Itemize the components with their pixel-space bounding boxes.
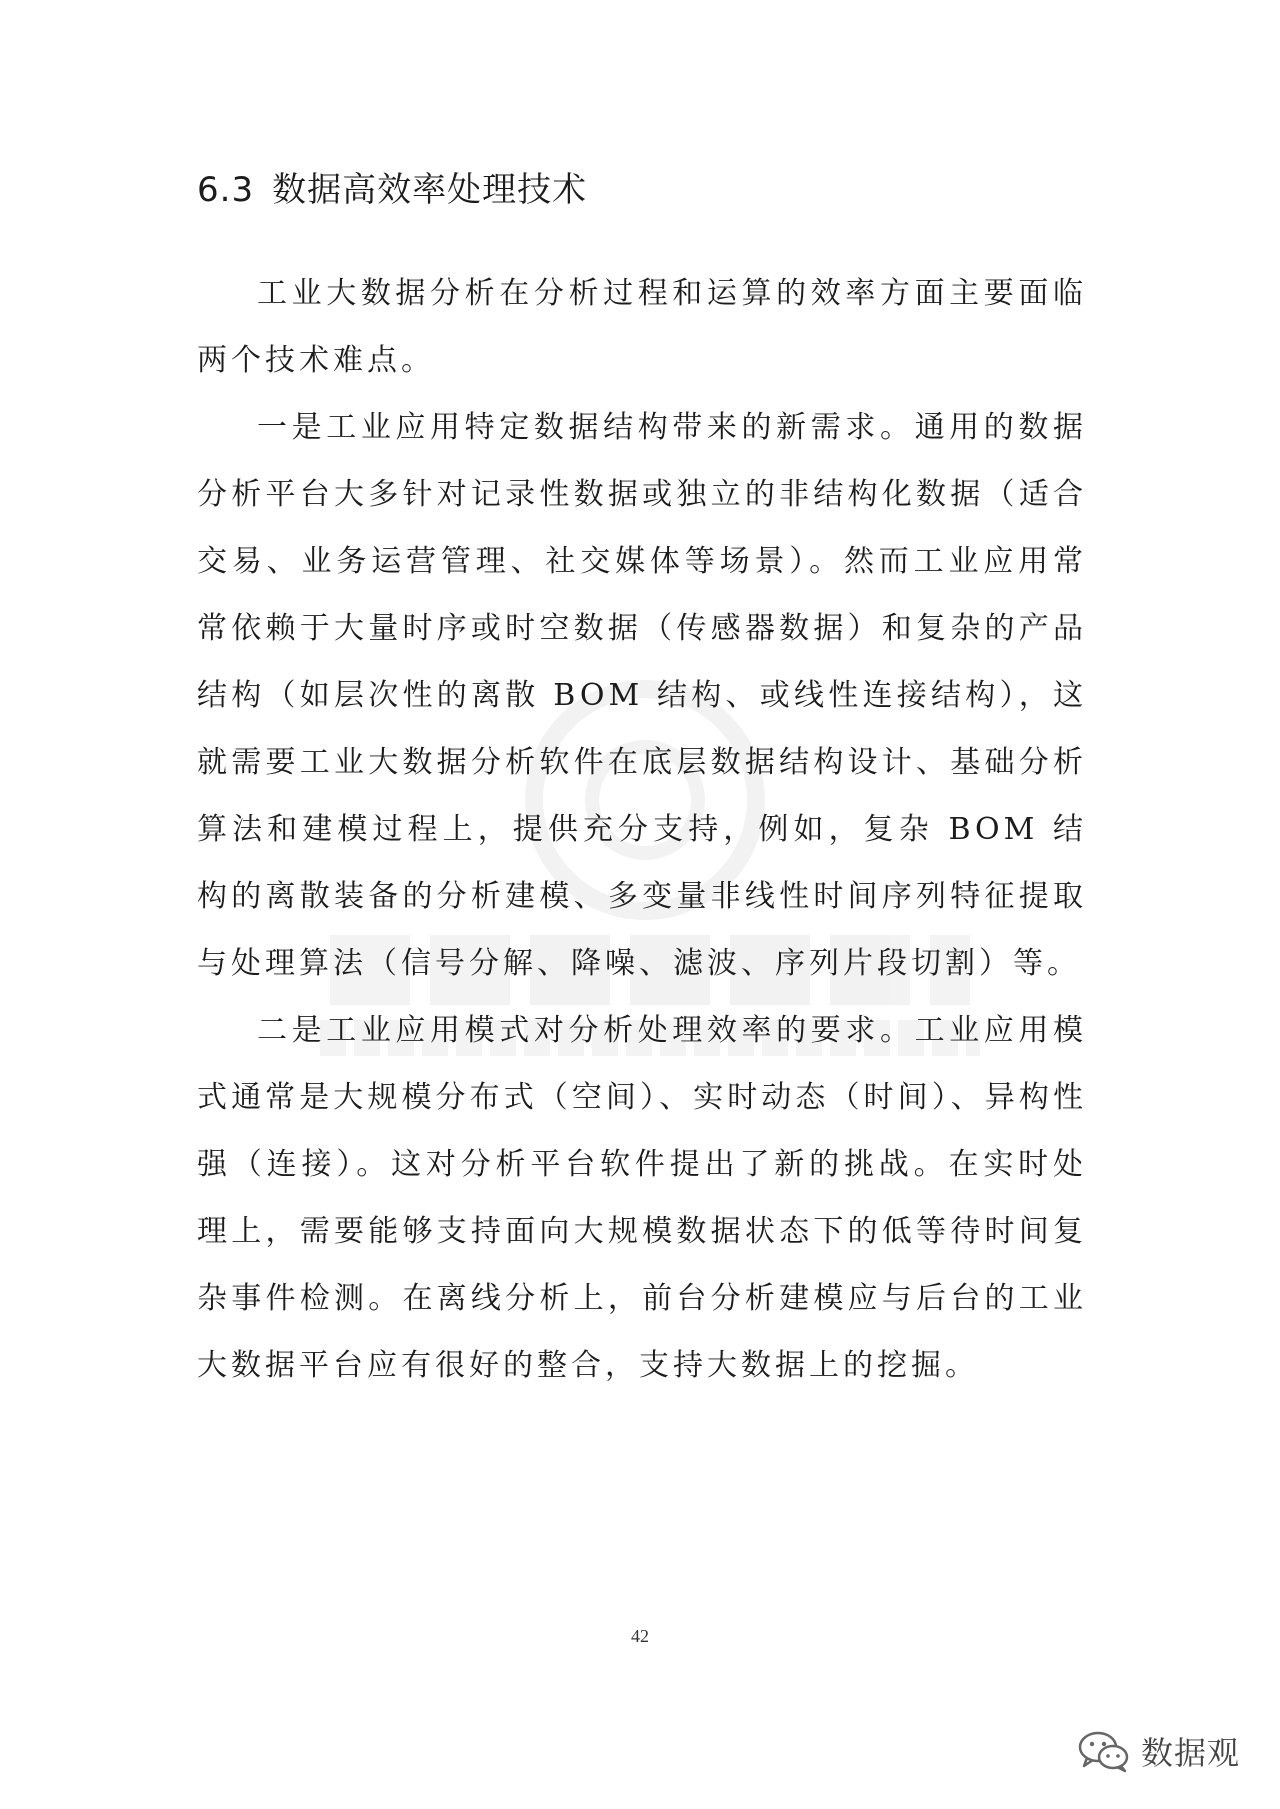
brand-name: 数据观 [1140, 1734, 1240, 1772]
page-number: 42 [631, 1626, 649, 1646]
section-heading [197, 162, 587, 211]
brand-watermark [1077, 1728, 1240, 1774]
paragraph-second-difficulty: 二是工业应用模式对分析处理效率的要求。工业应用模式通常是大规模分布式（空间）、实时动态（时间）、异构性强（连接）。这对分析平台软件提出了新的挑战。在实时处理上，需要能够支持面向大规模数据状态下的低等待时间复杂事件检测。在离线分析上，前台分析建模应与后台的工业大数据平台应有很好的整合，支持大数据上的挖掘。 [197, 1013, 1087, 1383]
body-text [197, 260, 1087, 1399]
paragraph-intro: 工业大数据分析在分析过程和运算的效率方面主要面临两个技术难点。 [197, 276, 1087, 378]
paragraph-first-difficulty: 一是工业应用特定数据结构带来的新需求。通用的数据分析平台大多针对记录性数据或独立的非结构化数据（适合交易、业务运营管理、社交媒体等场景）。然而工业应用常常依赖于大量时序或时空数据（传感器数据）和复杂的产品结构（如层次性的离散 BOM 结构、或线性连接结构），这就需要工业大数据分析软件在底层数据结构设计、基础分析算法和建模过程上，提供充分支持，例如，复杂 BOM 结构的离散装备的分析建模、多变量非线性时间序列特征提取与处理算法（信号分解、降噪、滤波、序列片段切割）等。 [197, 410, 1087, 981]
wechat-icon [1077, 1729, 1131, 1773]
section-number: 6.3 [197, 170, 255, 210]
section-title: 数据高效率处理技术 [272, 170, 588, 210]
